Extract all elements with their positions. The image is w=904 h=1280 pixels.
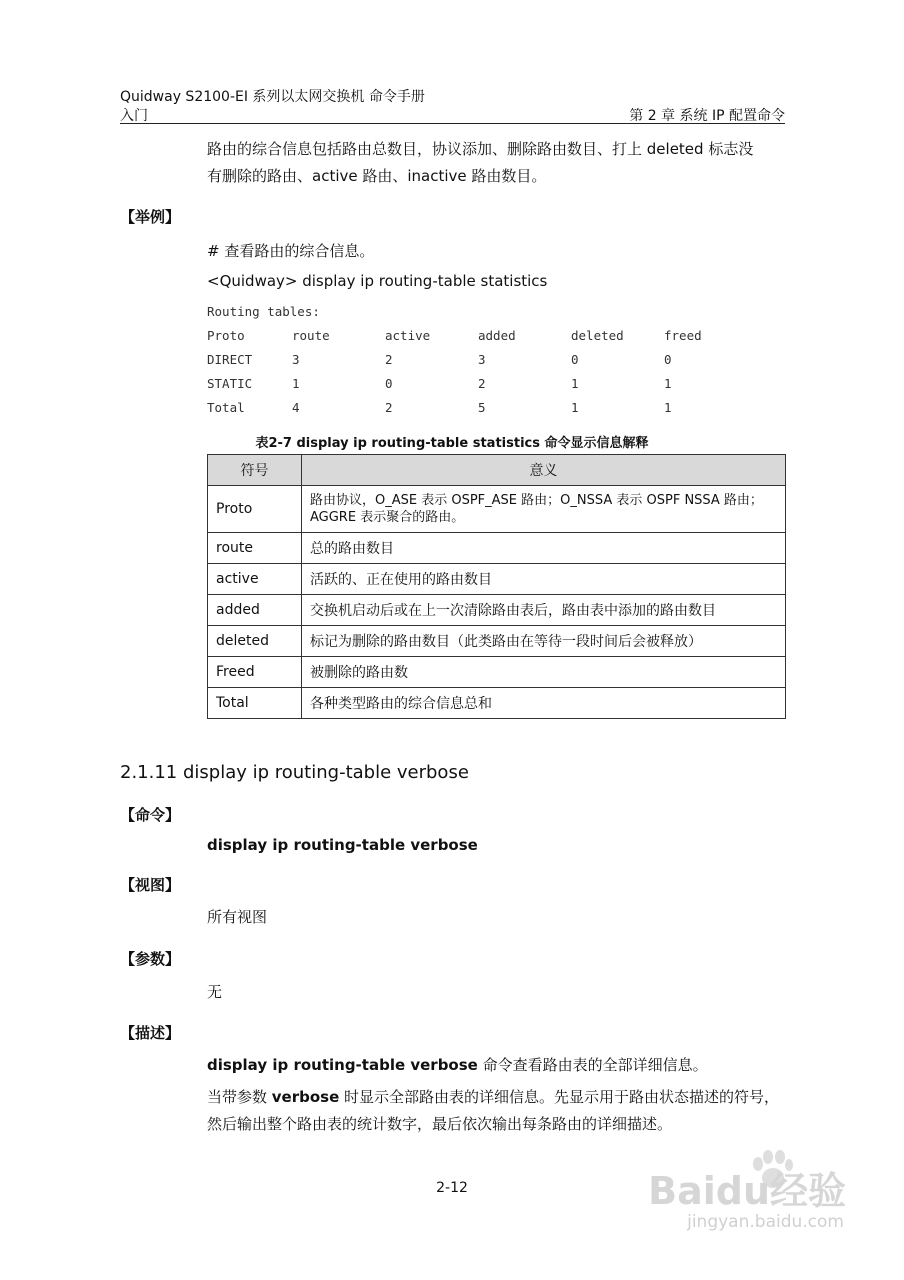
output-cell: 1 (664, 400, 672, 415)
intro-line-2: 有删除的路由、active 路由、inactive 路由数目。 (207, 167, 547, 185)
output-cell: Total (207, 400, 245, 415)
table-row (208, 657, 786, 688)
page-number: 2-12 (436, 1180, 468, 1196)
output-cell: 4 (292, 400, 300, 415)
meaning-cell: 总的路由数目 (302, 533, 786, 564)
meaning-cell: 被删除的路由数 (302, 657, 786, 688)
meaning-cell: 标记为删除的路由数目（此类路由在等待一段时间后会被释放） (302, 626, 786, 657)
meaning-cell: 各种类型路由的综合信息总和 (302, 688, 786, 719)
output-cell: 1 (664, 376, 672, 391)
example-comment: # 查看路由的综合信息。 (207, 242, 375, 260)
output-col: deleted (571, 328, 624, 343)
output-cell: 0 (664, 352, 672, 367)
desc-line-2 (207, 1084, 779, 1110)
symbol-cell: Total (208, 688, 302, 719)
desc-prefix: 当带参数 (207, 1088, 272, 1106)
output-title: Routing tables: (207, 304, 320, 319)
output-cell: DIRECT (207, 352, 253, 367)
table-row (208, 564, 786, 595)
symbol-cell: deleted (208, 626, 302, 657)
header-section: 入门 (120, 108, 148, 124)
desc-command: display ip routing-table verbose (207, 1056, 478, 1074)
output-row (207, 352, 727, 368)
desc-suffix: 命令查看路由表的全部详细信息。 (477, 1056, 708, 1074)
symbol-cell: route (208, 533, 302, 564)
example-tag: 【举例】 (120, 208, 181, 226)
header-title: Quidway S2100-EI 系列以太网交换机 命令手册 (120, 89, 425, 105)
intro-line-1: 路由的综合信息包括路由总数目，协议添加、删除路由数目、打上 deleted 标志没 (207, 140, 754, 158)
table-row (208, 486, 786, 533)
header-chapter: 第 2 章 系统 IP 配置命令 (629, 108, 785, 124)
table-row (208, 533, 786, 564)
meaning-line: 路由协议，O_ASE 表示 OSPF_ASE 路由；O_NSSA 表示 OSPF NSSA 路由； (310, 493, 763, 508)
symbol-cell: active (208, 564, 302, 595)
output-cell: 0 (571, 352, 579, 367)
desc-rest: 时显示全部路由表的详细信息。先显示用于路由状态描述的符号， (339, 1088, 780, 1106)
watermark-brand: Baidu经验 (648, 1169, 846, 1213)
desc-param: verbose (271, 1088, 340, 1106)
output-row (207, 376, 727, 392)
output-header-row (207, 328, 727, 344)
symbol-cell: Proto (208, 486, 302, 533)
view-tag: 【视图】 (120, 876, 181, 894)
output-cell: 2 (385, 400, 393, 415)
table-header-row (208, 455, 786, 486)
output-col: active (385, 328, 431, 343)
output-cell: 3 (478, 352, 486, 367)
output-col: freed (664, 328, 702, 343)
command-text: display ip routing-table verbose (207, 836, 478, 854)
output-cell: 1 (292, 376, 300, 391)
output-cell: 0 (385, 376, 393, 391)
table-row (208, 688, 786, 719)
table-caption: 表2-7 display ip routing-table statistics 命令显示信息解释 (255, 436, 649, 451)
desc-line-3: 然后输出整个路由表的统计数字，最后依次输出每条路由的详细描述。 (207, 1115, 673, 1133)
meaning-cell (302, 486, 786, 533)
table-row (208, 626, 786, 657)
symbol-header: 符号 (208, 455, 302, 486)
output-cell: 2 (385, 352, 393, 367)
symbol-cell: added (208, 595, 302, 626)
meaning-header: 意义 (302, 455, 786, 486)
header-divider (120, 123, 785, 124)
example-command: <Quidway> display ip routing-table statistics (207, 272, 548, 290)
section-title: 2.1.11 display ip routing-table verbose (120, 762, 469, 783)
symbol-cell: Freed (208, 657, 302, 688)
output-cell: 3 (292, 352, 300, 367)
meaning-cell: 交换机启动后或在上一次清除路由表后，路由表中添加的路由数目 (302, 595, 786, 626)
output-col: route (292, 328, 330, 343)
output-col: Proto (207, 328, 245, 343)
param-tag: 【参数】 (120, 950, 181, 968)
desc-tag: 【描述】 (120, 1024, 181, 1042)
output-cell: 5 (478, 400, 486, 415)
view-text: 所有视图 (207, 908, 268, 926)
output-col: added (478, 328, 516, 343)
output-cell: 1 (571, 376, 579, 391)
table-row (208, 595, 786, 626)
meaning-line: AGGRE 表示聚合的路由。 (310, 510, 465, 525)
output-cell: STATIC (207, 376, 253, 391)
command-tag: 【命令】 (120, 806, 181, 824)
watermark-url: jingyan.baidu.com (687, 1212, 844, 1232)
desc-line-1 (207, 1052, 708, 1078)
output-cell: 1 (571, 400, 579, 415)
definition-table (207, 454, 786, 719)
param-text: 无 (207, 983, 223, 1001)
output-row (207, 400, 727, 416)
output-cell: 2 (478, 376, 486, 391)
meaning-cell: 活跃的、正在使用的路由数目 (302, 564, 786, 595)
